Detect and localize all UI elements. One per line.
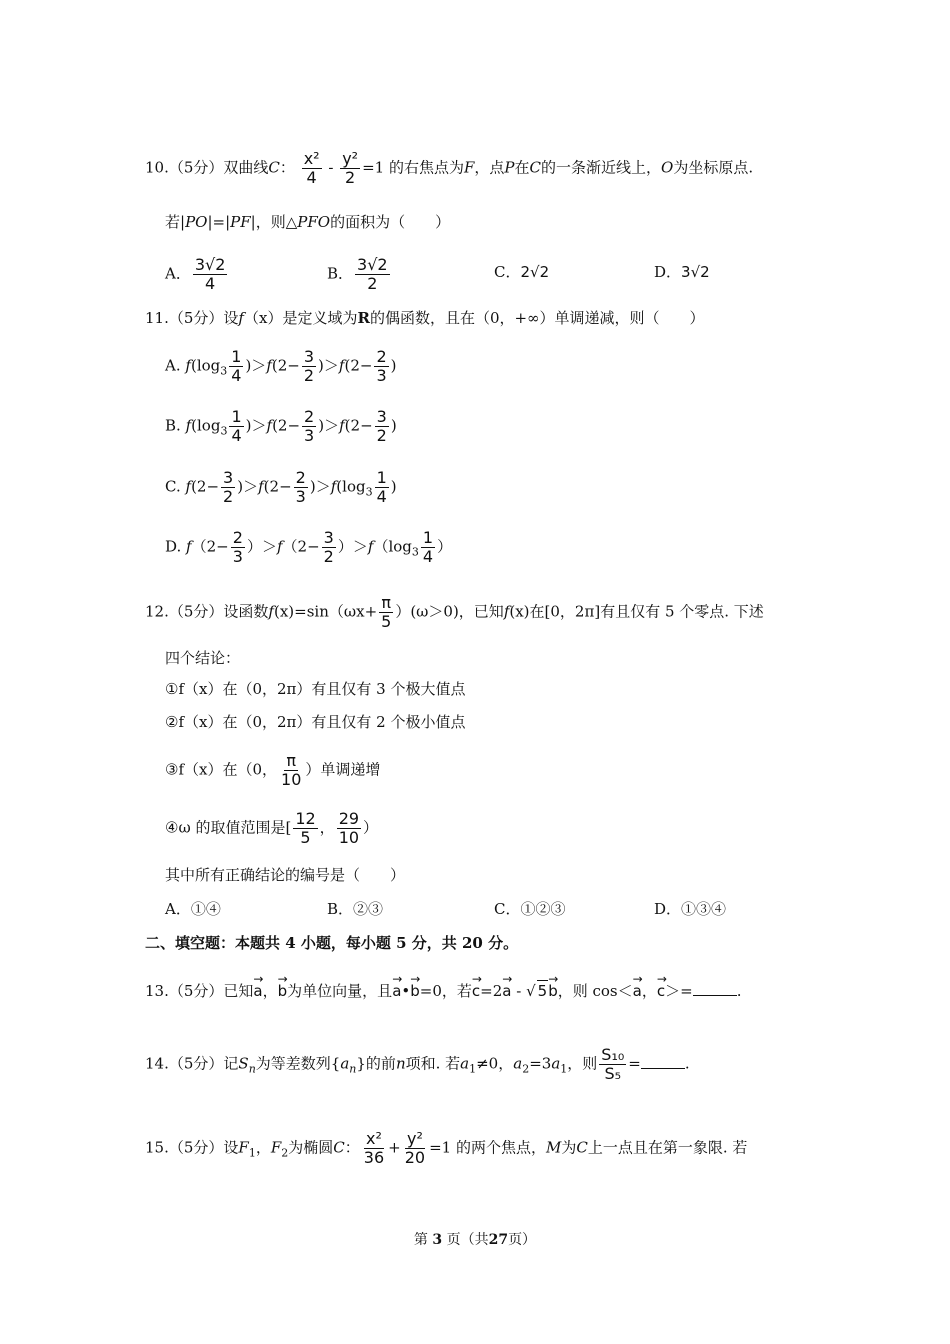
fraction: $\frac{3√2}{4}$ <box>194 255 226 293</box>
q12-conclusion-1: ①f（x）在（0，2π）有且仅有 3 个极大值点 <box>165 680 466 698</box>
q10-line1: 10.（5分）双曲线C： $\frac{\text{x²}}{4}$ - $\frac{\text{y²}}{2}$ =1 的右焦点为F，点P在C的一条渐近线上，O为坐标原点. <box>145 149 754 187</box>
q12-option-c: C．①②③ <box>494 900 566 918</box>
q10-option-c: C．2√2 <box>494 263 550 281</box>
q15-stem: 15.（5分）设$F_1$，$F_2$为椭圆C： $\frac{\text{x²}}{36}$ + $\frac{\text{y²}}{20}$ =1 的两个焦点，M为C上一点且在第一象限. 若 <box>145 1129 748 1167</box>
q12-conclusion-4: ④ω 的取值范围是[ $\frac{12}{5}$ ， $\frac{29}{10}$ ） <box>165 809 379 847</box>
q11-option-b: B. $f(\log_3$ $\frac{1}{4}$ )＞f(2− $\frac{2}{3}$ )＞f(2− $\frac{3}{2}$ ) <box>165 407 397 445</box>
q11-stem: 11.（5分）设f（x）是定义域为R的偶函数，且在（0，+∞）单调递减，则（ ） <box>145 309 705 327</box>
q12-option-b: B．②③ <box>327 900 384 918</box>
q12-conclusion-2: ②f（x）在（0，2π）有且仅有 2 个极小值点 <box>165 713 466 731</box>
q11-option-a: A. $f(\log_3$ $\frac{1}{4}$ )＞f(2− $\frac{3}{2}$ )＞f(2− $\frac{2}{3}$ ) <box>165 347 397 385</box>
q10-option-a: A． $\frac{3√2}{4}$ <box>165 255 226 293</box>
fraction: $\frac{\text{x²}}{4}$ <box>303 149 320 187</box>
q14-stem: 14.（5分）记$S_n$为等差数列$\{a_n\}$的前n项和. 若$a_1\ne 0$，$a_2=3a_1$，则 $\frac{\text{S₁₀}}{\text{S₅}}$ = . <box>145 1045 690 1083</box>
page-footer: 第 3 页（共27页） <box>413 1232 537 1248</box>
q12-option-d: D．①③④ <box>654 900 727 918</box>
answer-blank <box>693 981 737 996</box>
fraction: $\frac{3√2}{2}$ <box>357 255 388 293</box>
q10-option-b: B． $\frac{3√2}{2}$ <box>327 255 388 293</box>
q13-stem: 13.（5分）已知→ a，→ b为单位向量，且→ a•→ b=0，若→ c=2→ a - √ 5→ b，则 cos＜→ a，→ c＞= . <box>145 980 741 1001</box>
fraction: $\frac{\text{y²}}{2}$ <box>342 149 359 187</box>
q12-conclusion-3: ③f（x）在（0， $\frac{\pi}{10}$ ）单调递增 <box>165 751 381 789</box>
q12-option-a: A．①④ <box>165 900 221 918</box>
q12-line2: 四个结论： <box>165 649 241 667</box>
section-heading: 二、填空题：本题共 4 小题，每小题 5 分，共 20 分。 <box>145 934 519 952</box>
q10-line2: 若|PO|=|PF|，则△PFO的面积为（ ） <box>165 213 451 231</box>
q11-option-c: C. f(2− $\frac{3}{2}$ )＞f(2− $\frac{2}{3}$ )$>f(\log_3$ $\frac{1}{4}$ ) <box>165 468 397 506</box>
q11-option-d: D. f（2− $\frac{2}{3}$ ）＞f（2− $\frac{3}{2}$ ）$>f(\log_3$ $\frac{1}{4}$ ） <box>165 528 453 566</box>
answer-blank <box>641 1054 685 1069</box>
q12-ask: 其中所有正确结论的编号是（ ） <box>165 866 406 884</box>
q12-stem: 12.（5分）设函数f(x)=sin（ωx+ $\frac{\pi}{5}$ ）(ω＞0)，已知f(x)在[0，2π]有且仅有 5 个零点. 下述 <box>145 593 764 631</box>
q10-option-d: D．3√2 <box>654 263 710 281</box>
